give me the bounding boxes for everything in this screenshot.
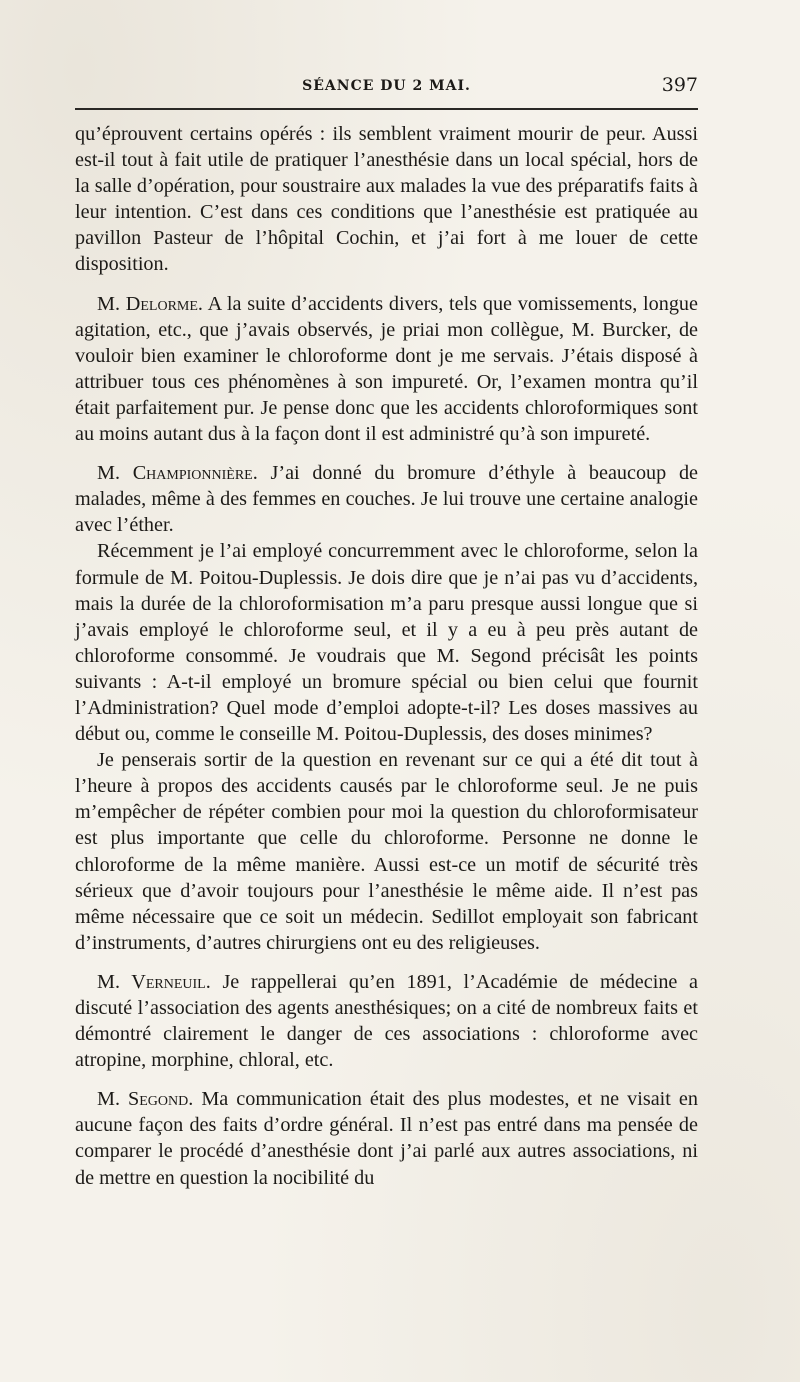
speaker-name: M. Delorme. (97, 292, 203, 315)
speaker-name: M. Segond. (97, 1088, 194, 1111)
paragraph-segond (75, 1086, 698, 1190)
paragraph-championniere-3 (75, 747, 698, 956)
page-number: 397 (661, 74, 698, 96)
paragraph-text: J’ai donné du bromure d’éthyle à beaucoup de malades, même à des femmes en couches. Je lui trouve une certaine analogie avec l’éther. (75, 462, 698, 537)
paragraph-text: A la suite d’accidents divers, tels que vomissements, longue agitation, etc., que j’avais observés, je priai mon collègue, M. Burcker, de vouloir bien examiner le chloroforme dont je me servais. J’étais disposé à attribuer tous ces phénomènes à son impureté. Or, l’examen montra qu’il était parfaitement pur. Je pense donc que les accidents chloroformiques sont au moins autant dus à la façon dont il est administré qu’à son impureté. (75, 292, 698, 446)
running-title: SÉANCE DU 2 MAI. (302, 78, 471, 94)
paragraph-text: Je penserais sortir de la question en revenant sur ce qui a été dit tout à l’heure à propos des accidents causés par le chloroforme seul. Je ne puis m’empêcher de répéter combien pour moi la question du chloroformisateur est plus importante que celle du chloroforme. Personne ne donne le chloroforme de la même manière. Aussi est-ce un motif de sécurité très sérieux que d’avoir toujours pour l’anesthésie le même aide. Il n’est pas même nécessaire que ce soit un médecin. Sedillot employait son fabricant d’instruments, d’autres chirurgiens ont eu des religieuses. (75, 749, 698, 954)
paragraph-text: qu’éprouvent certains opérés : ils semblent vraiment mourir de peur. Aussi est-il tout à fait utile de pratiquer l’anesthésie dans un local spécial, hors de la salle d’opération, pour soustraire aux malades la vue des préparatifs faits à leur intention. C’est dans ces conditions que l’anesthésie est pratiquée au pavillon Pasteur de l’hôpital Cochin, et j’ai fort à me louer de cette disposition. (75, 123, 698, 276)
paragraph-championniere (75, 460, 698, 538)
header-rule (75, 108, 698, 110)
paragraph-continuation (75, 121, 698, 278)
paragraph-verneuil (75, 969, 698, 1073)
paragraph-text: Ma communication était des plus modestes, et ne visait en aucune façon des faits d’ordre général. Il n’est pas entré dans ma pensée de comparer le procédé d’anesthésie dont j’ai parlé aux autres associations, ni de mettre en question la nocibilité du (75, 1088, 698, 1189)
paragraph-championniere-2 (75, 538, 698, 747)
running-head (75, 72, 698, 100)
speaker-name: M. Championnière. (97, 462, 258, 485)
body-text (75, 121, 698, 1191)
paragraph-text: Récemment je l’ai employé concurremment avec le chloroforme, selon la formule de M. Poitou-Duplessis. Je dois dire que je n’ai pas vu d’accidents, mais la durée de la chloroformisation m’a paru presque aussi longue que si j’avais employé le chloroforme seul, et il y a eu à peu près autant de chloroforme consommé. Je voudrais que M. Segond précisât les points suivants : A-t-il employé un bromure spécial ou bien celui que fournit l’Administration? Quel mode d’emploi adopte-t-il? Les doses massives au début ou, comme le conseille M. Poitou-Duplessis, des doses minimes? (75, 540, 698, 746)
paragraph-delorme (75, 291, 698, 448)
speaker-name: M. Verneuil. (97, 970, 211, 993)
paragraph-text: Je rappellerai qu’en 1891, l’Académie de médecine a discuté l’association des agents anesthésiques; on a cité de nombreux faits et démontré clairement le danger de ces associations : chloroforme avec atropine, morphine, chloral, etc. (75, 970, 699, 1072)
